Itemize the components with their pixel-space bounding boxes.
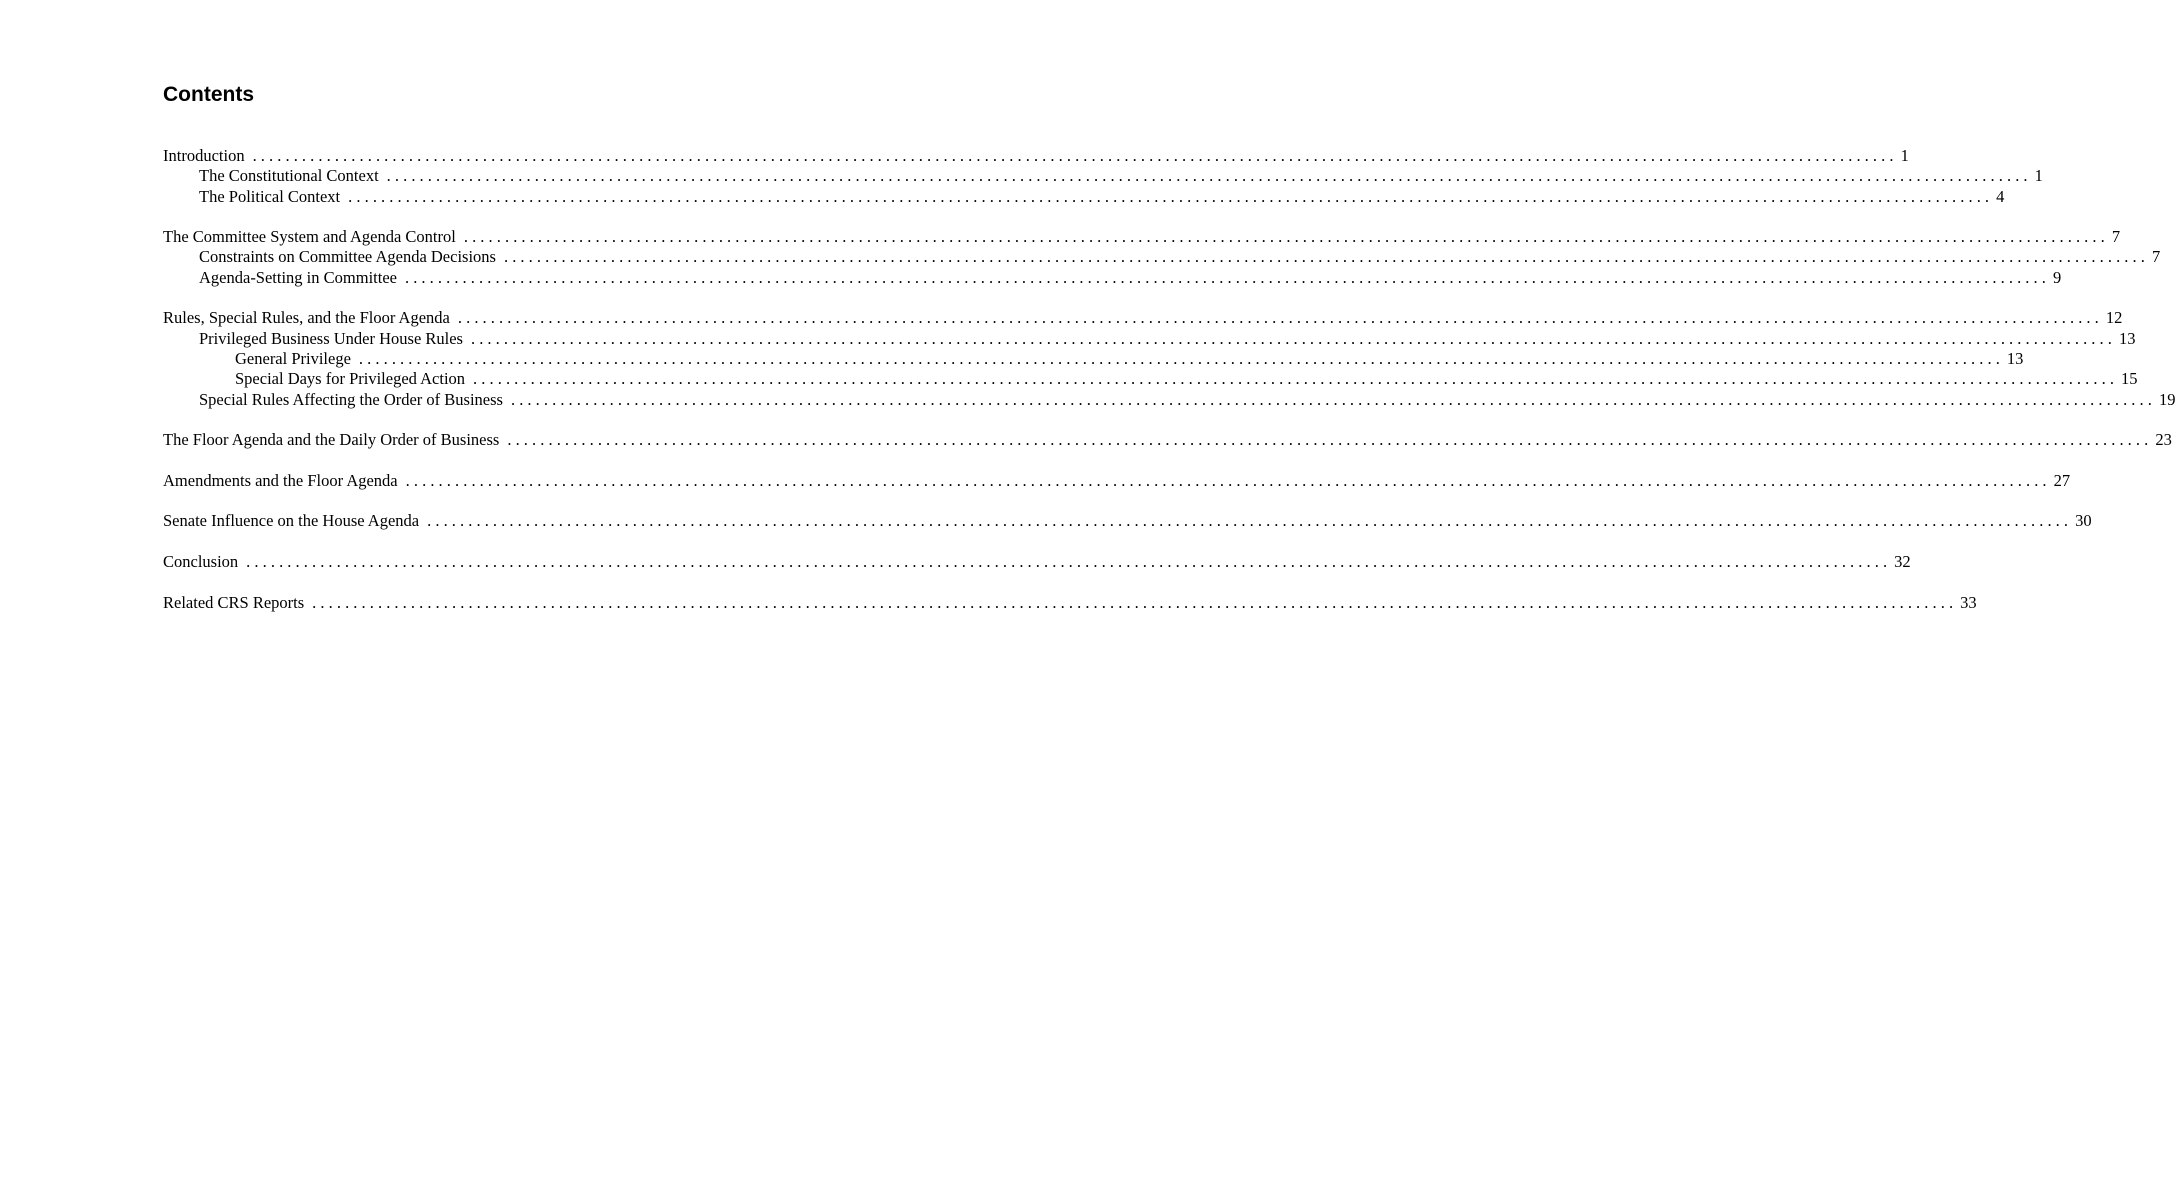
toc-entry-title: Special Days for Privileged Action — [235, 369, 466, 389]
toc-section — [163, 308, 2175, 409]
toc-entry-title: The Floor Agenda and the Daily Order of Business — [163, 430, 500, 450]
toc-section — [163, 592, 1977, 613]
toc-section — [163, 227, 2161, 288]
dot-leader: ........................................................................................................................................................................................................ — [405, 470, 2051, 490]
toc-entry[interactable] — [163, 430, 2172, 450]
toc-page-number: 19 — [2158, 389, 2175, 409]
dot-leader: ........................................................................................................................................................................................................ — [246, 551, 1892, 571]
dot-leader: ........................................................................................................................................................................................................ — [470, 328, 2116, 348]
toc-section — [163, 146, 2043, 207]
toc-entry-title: Special Rules Affecting the Order of Business — [199, 389, 503, 409]
toc-page-number: 9 — [2052, 267, 2062, 287]
dot-leader: ........................................................................................................................................................................................................ — [507, 430, 2153, 450]
toc-entry-title: Senate Influence on the House Agenda — [163, 511, 420, 531]
toc-section — [163, 551, 1911, 572]
table-of-contents — [163, 146, 2175, 633]
toc-entry[interactable] — [163, 592, 1977, 613]
toc-entry[interactable] — [163, 389, 2175, 410]
dot-leader: ........................................................................................................................................................................................................ — [503, 247, 2149, 267]
toc-entry-title: The Constitutional Context — [199, 166, 379, 186]
toc-entry[interactable] — [163, 328, 2136, 349]
dot-leader: ........................................................................................................................................................................................................ — [457, 308, 2103, 328]
toc-entry-title: General Privilege — [235, 348, 351, 368]
dot-leader: ........................................................................................................................................................................................................ — [427, 511, 2073, 531]
toc-entry[interactable] — [163, 166, 2043, 186]
toc-page-number: 30 — [2075, 511, 2092, 531]
toc-entry-title: Constraints on Committee Agenda Decisions — [199, 247, 496, 267]
toc-entry-title: Conclusion — [163, 551, 239, 571]
toc-page-number: 15 — [2121, 369, 2138, 389]
toc-page-number: 13 — [2118, 328, 2136, 348]
toc-entry-title: Rules, Special Rules, and the Floor Agenda — [163, 308, 450, 328]
toc-entry[interactable] — [163, 308, 2123, 328]
toc-entry[interactable] — [163, 369, 2138, 389]
toc-page-number: 1 — [2034, 166, 2043, 186]
toc-entry[interactable] — [163, 186, 2005, 207]
dot-leader: ........................................................................................................................................................................................................ — [473, 369, 2119, 389]
toc-page-number: 23 — [2155, 430, 2172, 450]
toc-section — [163, 430, 2172, 450]
toc-page-number: 7 — [2111, 227, 2121, 247]
toc-entry[interactable] — [163, 227, 2121, 247]
dot-leader: ........................................................................................................................................................................................................ — [312, 592, 1958, 612]
dot-leader: ........................................................................................................................................................................................................ — [252, 146, 1898, 165]
toc-entry-title: Introduction — [163, 146, 245, 165]
toc-entry[interactable] — [163, 551, 1911, 572]
toc-entry[interactable] — [163, 470, 2071, 491]
toc-section — [163, 511, 2092, 531]
dot-leader: ........................................................................................................................................................................................................ — [510, 389, 2156, 409]
dot-leader: ........................................................................................................................................................................................................ — [463, 227, 2109, 247]
toc-entry[interactable] — [163, 267, 2062, 288]
toc-entry-title: Agenda-Setting in Committee — [199, 267, 397, 287]
page-title: Contents — [163, 83, 254, 106]
dot-leader: ........................................................................................................................................................................................................ — [386, 166, 2032, 186]
toc-entry[interactable] — [163, 348, 2024, 369]
toc-page-number: 7 — [2151, 247, 2161, 267]
toc-page-number: 27 — [2053, 470, 2071, 490]
toc-section — [163, 470, 2071, 491]
toc-page-number: 12 — [2105, 308, 2123, 328]
dot-leader: ........................................................................................................................................................................................................ — [358, 348, 2004, 368]
dot-leader: ........................................................................................................................................................................................................ — [348, 186, 1994, 206]
toc-entry[interactable] — [163, 146, 1909, 166]
toc-entry-title: Related CRS Reports — [163, 592, 305, 612]
toc-entry-title: The Political Context — [199, 186, 341, 206]
toc-entry-title: Amendments and the Floor Agenda — [163, 470, 398, 490]
dot-leader: ........................................................................................................................................................................................................ — [404, 267, 2050, 287]
toc-entry-title: The Committee System and Agenda Control — [163, 227, 456, 247]
toc-page-number: 13 — [2006, 348, 2024, 368]
toc-page-number: 32 — [1894, 551, 1911, 571]
toc-page-number: 4 — [1996, 186, 2005, 206]
toc-entry-title: Privileged Business Under House Rules — [199, 328, 463, 348]
toc-page-number: 33 — [1960, 592, 1977, 612]
toc-page-number: 1 — [1900, 146, 1909, 165]
toc-entry[interactable] — [163, 247, 2161, 267]
toc-entry[interactable] — [163, 511, 2092, 531]
